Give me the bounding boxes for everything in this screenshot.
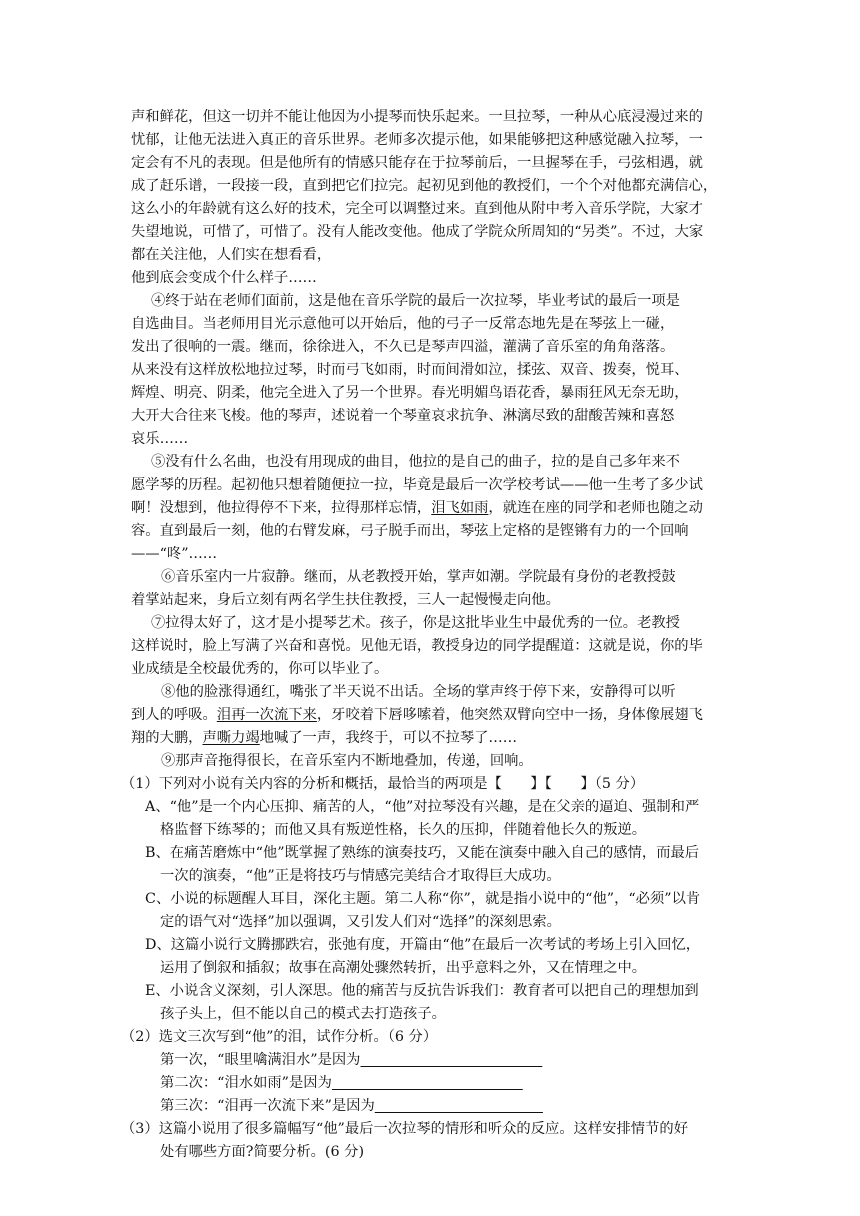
text-line: 着掌站起来，身后立刻有两名学生扶住教授，三人一起慢慢走向他。 [131,592,560,608]
option-e-cont: 孩子头上，但不能以自己的模式去打造孩子。 [160,1006,446,1022]
text-line: ——“咚”…… [131,546,218,562]
paragraph-4: ④终于站在老师们面前，这是他在音乐学院的最后一次拉琴，毕业考试的最后一项是 [151,293,680,309]
option-e: E、小说含义深刻，引人深思。他的痛苦与反抗告诉我们：教育者可以把自己的理想加到 [145,983,699,999]
text-line: 定会有不凡的表现。但是他所有的情感只能存在于拉琴前后，一旦握琴在手，弓弦相遇，就 [131,155,703,171]
answer-line-2: 第二次：“泪水如雨”是因为 [160,1073,523,1093]
question-3-cont: 处有哪些方面?简要分析。(6 分) [160,1144,365,1160]
text-line: 发出了很响的一震。继而，徐徐进入，不久已是琴声四溢，灌满了音乐室的角角落落。 [131,339,675,355]
answer-line-3: 第三次：“泪再一次流下来”是因为 [160,1096,543,1116]
text-line: 容。直到最后一刻，他的右臂发麻，弓子脱手而出，琴弦上定格的是铿锵有力的一个回响 [131,523,689,539]
text-line: 愿学琴的历程。起初他只想着随便拉一拉，毕竟是最后一次学校考试——他一生考了多少试 [131,477,703,493]
paragraph-9: ⑨那声音拖得很长，在音乐室内不断地叠加，传递，回响。 [161,753,533,769]
answer-line-1: 第一次，“眼里噙满泪水”是因为 [160,1050,542,1070]
option-b: B、在痛苦磨炼中“他”既掌握了熟练的演奏技巧，又能在演奏中融入自己的感情，而最后 [145,845,700,861]
paragraph-7: ⑦拉得太好了，这才是小提琴艺术。孩子，你是这批毕业生中最优秀的一位。老教授 [151,615,680,631]
paragraph-6: ⑥音乐室内一片寂静。继而，从老教授开始，掌声如潮。学院最有身份的老教授鼓 [161,569,676,585]
paragraph-5: ⑤没有什么名曲，也没有用现成的曲目，他拉的是自己的曲子，拉的是自己多年来不 [151,454,680,470]
answer-blank[interactable] [360,1052,542,1068]
option-c: C、小说的标题醒人耳目，深化主题。第二人称“你”，就是指小说中的“他”，“必须”以肯 [145,891,701,907]
option-b-cont: 一次的演奏，“他”正是将技巧与情感完美结合才取得巨大成功。 [160,868,561,884]
text-line: 他到底会变成个什么样子…… [131,270,317,286]
text-line: 啊！没想到，他拉得停不下来，拉得那样忘情，泪飞如雨，就连在座的同学和老师也随之动 [131,500,703,516]
option-d: D、这篇小说行文腾挪跌宕，张弛有度，开篇由“他”在最后一次考试的考场上引入回忆， [145,937,701,953]
underlined-phrase: 声嘶力竭 [202,730,260,746]
text-line: 大开大合往来飞梭。他的琴声，述说着一个琴童哀求抗争、淋漓尽致的甜酸苦辣和喜怒 [131,408,675,424]
text-line: 从来没有这样放松地拉过琴，时而弓飞如雨，时而间滑如泣，揉弦、双音、拨奏，悦耳、 [131,362,689,378]
text-line: 自选曲目。当老师用目光示意他可以开始后，他的弓子一反常态地先是在琴弦上一碰， [131,316,675,332]
option-a-cont: 格监督下练琴的；而他又具有叛逆性格，长久的压抑，伴随着他长久的叛逆。 [160,822,647,838]
paragraph-8: ⑧他的脸涨得通红，嘴张了半天说不出话。全场的掌声终于停下来，安静得可以听 [161,684,676,700]
option-d-cont: 运用了倒叙和插叙；故事在高潮处骤然转折，出乎意料之外，又在情理之中。 [160,960,647,976]
text-line: 忧郁，让他无法进入真正的音乐世界。老师多次提示他，如果能够把这种感觉融入拉琴，一 [131,132,703,148]
option-a: A、“他”是一个内心压抑、痛苦的人，“他”对拉琴没有兴趣，是在父亲的逼迫、强制和严 [145,799,700,815]
text-line: 成了赶乐谱，一段接一段，直到把它们拉完。起初见到他的教授们，一个个对他都充满信心， [131,178,718,194]
text-line: 失望地说，可惜了，可惜了。没有人能改变他。他成了学院众所周知的“另类”。不过，大家 [131,224,704,240]
text-line: 辉煌、明亮、阴柔，他完全进入了另一个世界。春光明媚鸟语花香，暴雨狂风无奈无助， [131,385,689,401]
option-c-cont: 定的语气对“选择”加以强调，又引发人们对“选择”的深刻思索。 [160,914,561,930]
underlined-phrase: 泪飞如雨 [431,500,489,516]
text-line: 声和鲜花，但这一切并不能让他因为小提琴而快乐起来。一旦拉琴，一种从心底浸漫过来的 [131,109,703,125]
text-line: 这么小的年龄就有这么好的技术，完全可以调整过来。直到他从附中考入音乐学院，大家才 [131,201,703,217]
answer-blank[interactable] [332,1075,523,1091]
answer-blank[interactable] [375,1098,543,1114]
question-3: （3）这篇小说用了很多篇幅写“他”最后一次拉琴的情形和听众的反应。这样安排情节的好 [121,1121,688,1137]
text-line: 哀乐…… [131,431,189,447]
text-line: 业成绩是全校最优秀的，你可以毕业了。 [131,661,389,677]
text-line: 这样说时，脸上写满了兴奋和喜悦。见他无语，教授身边的同学提醒道：这就是说，你的毕 [131,638,703,654]
question-1: （1）下列对小说有关内容的分析和概括，最恰当的两项是【 】【 】（5 分） [121,776,645,792]
text-line: 到人的呼吸。泪再一次流下来，牙咬着下唇哆嗦着，他突然双臂向空中一扬，身体像展翅飞 [131,707,703,723]
text-line: 都在关注他，人们实在想看看， [131,247,332,263]
question-2: （2）选文三次写到“他”的泪，试作分析。（6 分） [121,1029,438,1045]
underlined-phrase: 泪再一次流下来 [216,707,317,723]
text-line: 翔的大鹏，声嘶力竭地喊了一声，我终于，可以不拉琴了…… [131,730,518,746]
